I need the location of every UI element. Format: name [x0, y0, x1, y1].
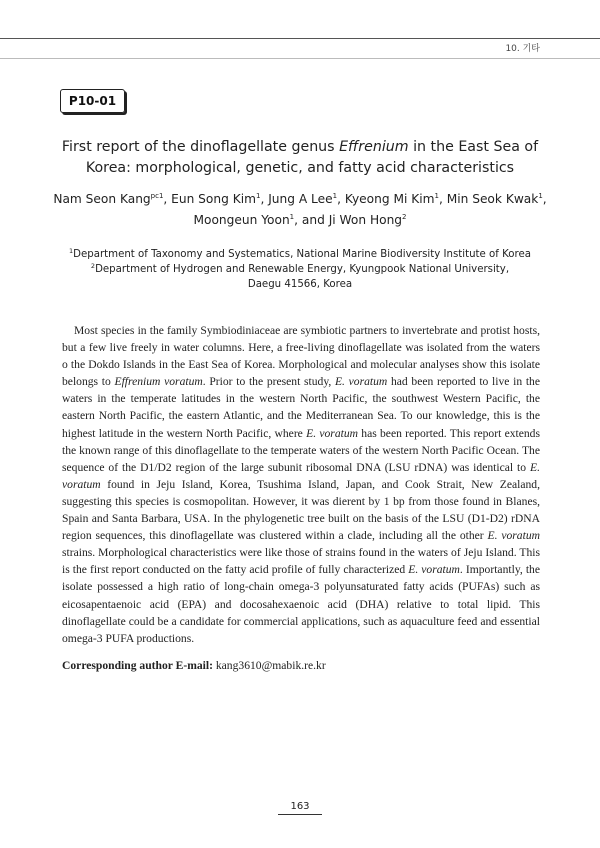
affiliation-marker: 2: [90, 262, 96, 270]
paper-title: [40, 137, 560, 179]
section-tag: 10. 기타: [505, 44, 540, 54]
page-number-rule: [278, 814, 322, 815]
species-name: E. voratum: [408, 563, 460, 577]
corresponding-author: [62, 658, 540, 674]
affiliation-2: Department of Hydrogen and Renewable Energy, Kyungpook National University,: [95, 264, 510, 275]
affiliation-marker: 1: [69, 247, 74, 255]
author: Eun Song Kim$^1$: [171, 192, 261, 206]
corresponding-label: Corresponding author E-mail:: [62, 659, 213, 672]
poster-code-badge: P10-01: [60, 89, 125, 113]
title-text-1: First report of the dinoflagellate genus: [61, 139, 340, 155]
author-list: Nam Seon Kang$^{pc1}$, Eun Song Kim$^1$, Jung A Lee$^1$, Kyeong Mi Kim$^1$, Min Seok Kwak$^1$, Moongeun Yoon$^1$, and Ji Won Hong$^2$: [53, 192, 547, 227]
species-name: E. voratum: [306, 426, 359, 440]
species-name: E. voratum: [487, 529, 540, 543]
header-rule: [0, 38, 600, 39]
title-text-2: in the East Sea of: [408, 139, 539, 155]
corresponding-email[interactable]: kang3610@mabik.re.kr: [215, 659, 326, 672]
author: Kyeong Mi Kim$^1$: [344, 192, 439, 206]
title-genus: Effrenium: [339, 139, 409, 155]
affiliations: [40, 247, 560, 292]
author: Min Seok Kwak$^1$: [446, 192, 543, 206]
species-name: E. voratum: [62, 460, 540, 491]
author: Ji Won Hong$^2$: [328, 213, 407, 227]
species-name: E. voratum: [334, 375, 388, 389]
page-number: 163: [290, 801, 310, 812]
abstract-body: Most species in the family Symbiodiniaceae are symbiotic partners to invertebrate and protist hosts, but a few live freely in water columns. Here, a free-living dinoflagellate was isolated from the waters o the Dokdo Islands in the East Sea of Korea. Morphological and molecular analyses show this isolate belongs to Effrenium voratum. Prior to the present study, E. voratum had been reported to live in the waters in the temperate latitudes in the western North Pacific, the southwest Western Pacific, the eastern North Pacific, the eastern Atlantic, and the Mediterranean Sea. To our knowledge, this is the highest latitude in the western North Pacific, where E. voratum has been reported. This report extends the known range of this dinoflagellate to the temperate waters of the western North Pacific Ocean. The sequence of the D1/D2 region of the large subunit ribosomal DNA (LSU rDNA) was identical to E. voratum found in Jeju Island, Korea, Tsushima Island, Japan, and Cook Strait, New Zealand, suggesting this species is cosmopolitan. However, it was dierent by 1 bp from those found in Blanes, Spain and Santa Barbara, USA. In the phylogenetic tree built on the basis of the LSU (D1-D2) rDNA region sequences, this dinoflagellate was clustered within a clade, including all the other E. voratum strains. Morphological characteristics were like those of strains found in the waters of Jeju Island. This is the first report conducted on the fatty acid profile of fully characterized E. voratum. Importantly, the isolate possessed a high ratio of long-chain omega-3 polyunsaturated fatty acids (PUFAs) such as eicosapentaenoic acid (EPA) and docosahexaenoic acid (DHA) relative to total lipid. This dinoflagellate could be a candidate for commercial applications, such as aquaculture feed and essential omega-3 PUFA productions.: [62, 324, 540, 645]
author: Moongeun Yoon$^1$: [193, 213, 295, 227]
author: Nam Seon Kang$^{pc1}$: [53, 192, 164, 206]
author: Jung A Lee$^1$: [268, 192, 338, 206]
affiliation-2-address: Daegu 41566, Korea: [247, 279, 353, 290]
title-text-3: Korea: morphological, genetic, and fatty acid characteristics: [85, 160, 515, 176]
header-rule-thin: [0, 58, 600, 59]
affiliation-1: Department of Taxonomy and Systematics, National Marine Biodiversity Institute of Korea: [73, 249, 531, 260]
species-name: Effrenium voratum: [114, 375, 203, 389]
